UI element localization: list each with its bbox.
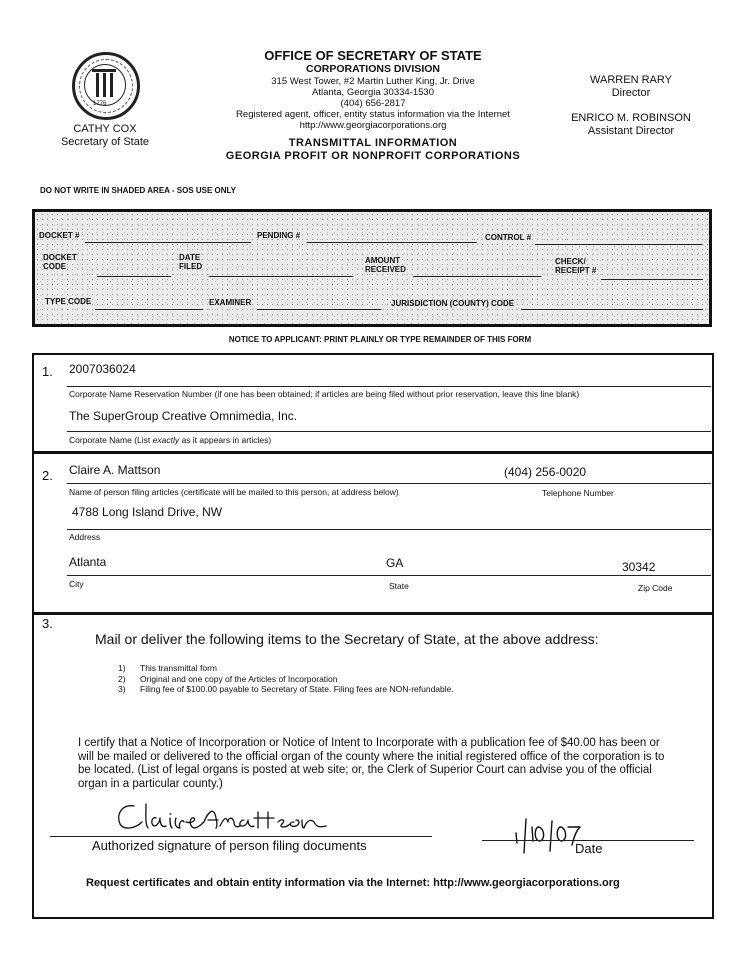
telephone-value[interactable]: (404) 256-0020 — [504, 465, 587, 479]
info-line: Registered agent, officer, entity status information via the Internet — [236, 109, 510, 120]
office-use-area — [32, 209, 712, 327]
list-item: 1) This transmittal form — [118, 663, 217, 673]
items-list — [118, 663, 454, 695]
address-line-2: Atlanta, Georgia 30334-1530 — [311, 87, 434, 98]
list-item: 3) Filing fee of $100.00 payable to Secretary of State. Filing fees are NON-refundable. — [118, 684, 454, 694]
type-code-label: TYPE CODE — [45, 297, 92, 306]
docket-label: DOCKET # — [39, 231, 80, 240]
office-header — [200, 48, 546, 163]
seal-year: 1776 — [93, 101, 107, 107]
state-value[interactable]: GA — [386, 556, 404, 570]
reservation-number-caption: Corporate Name Reservation Number (if one has been obtained; if articles are being filed without prior reservation, leave this line blank) — [69, 389, 580, 399]
director-block — [556, 74, 706, 138]
control-label: CONTROL # — [485, 233, 532, 242]
telephone-caption: Telephone Number — [542, 488, 614, 498]
examiner-label: EXAMINER — [209, 298, 252, 307]
jurisdiction-label: JURISDICTION (COUNTY) CODE — [391, 299, 515, 308]
mail-instruction: Mail or deliver the following items to the Secretary of State, at the above address: — [95, 631, 599, 647]
section-2-number: 2. — [42, 468, 53, 483]
secretary-title: Secretary of State — [60, 136, 150, 148]
address-caption: Address — [69, 532, 101, 542]
state-caption: State — [389, 581, 409, 591]
zip-caption: Zip Code — [638, 583, 673, 593]
division-title: CORPORATIONS DIVISION — [306, 63, 440, 75]
filer-name-value[interactable]: Claire A. Mattson — [69, 463, 161, 477]
office-title: OFFICE OF SECRETARY OF STATE — [264, 48, 482, 63]
footer-note: Request certificates and obtain entity information via the Internet: http://www.georgiacorporations.org — [86, 877, 620, 889]
georgia-seal-icon — [72, 52, 140, 120]
section-3-number: 3. — [42, 616, 53, 631]
pending-label: PENDING # — [257, 231, 301, 240]
filer-name-caption: Name of person filing articles (certificate will be mailed to this person, at address below) — [69, 487, 399, 497]
corporate-name-caption: Corporate Name (List exactly as it appears in articles) — [69, 435, 272, 445]
section-1-number: 1. — [42, 364, 53, 379]
applicant-notice: NOTICE TO APPLICANT: PRINT PLAINLY OR TYPE REMAINDER OF THIS FORM — [228, 335, 532, 344]
check-receipt-label: CHECK/ RECEIPT # — [555, 257, 597, 275]
handwritten-signature — [112, 798, 342, 836]
secretary-name: CATHY COX — [73, 123, 137, 135]
list-item: 2) Original and one copy of the Articles of Incorporation — [118, 673, 338, 684]
secretary-block — [40, 123, 170, 149]
zip-value[interactable]: 30342 — [622, 560, 656, 574]
form-title-2: GEORGIA PROFIT OR NONPROFIT CORPORATIONS — [225, 150, 521, 162]
reservation-number-value[interactable]: 2007036024 — [69, 362, 136, 376]
signature-caption: Authorized signature of person filing documents — [92, 838, 367, 853]
date-filed-label: DATE FILED — [179, 253, 203, 271]
info-url: http://www.georgiacorporations.org — [299, 120, 447, 131]
form-title-1: TRANSMITTAL INFORMATION — [288, 137, 458, 149]
corporate-name-value[interactable]: The SuperGroup Creative Omnimedia, Inc. — [69, 409, 298, 423]
city-value[interactable]: Atlanta — [69, 555, 107, 569]
certification-text: I certify that a Notice of Incorporation or Notice of Intent to Incorporate with a publication fee of $40.00 has been or will be mailed or delivered to the official organ of the county where the initial registered office of the corporation is to be located. (List of legal organs is posted at web site; or, the Clerk of Superior Court can advise you of the official organ in a particular county.) — [78, 737, 665, 790]
docket-code-label: DOCKET CODE — [43, 253, 77, 271]
date-caption: Date — [575, 841, 603, 856]
director-name: WARREN RARY — [590, 74, 672, 86]
director-title: Director — [611, 87, 651, 99]
office-phone: (404) 656-2817 — [340, 98, 406, 109]
city-caption: City — [69, 579, 84, 589]
assistant-director-name: ENRICO M. ROBINSON — [571, 112, 691, 124]
amount-received-label: AMOUNT RECEIVED — [365, 256, 406, 274]
address-value[interactable]: 4788 Long Island Drive, NW — [72, 505, 223, 519]
address-line-1: 315 West Tower, #2 Martin Luther King, Jr. Drive — [271, 76, 475, 87]
assistant-director-title: Assistant Director — [587, 125, 675, 137]
sos-use-only-notice: DO NOT WRITE IN SHADED AREA - SOS USE ONLY — [40, 186, 237, 195]
